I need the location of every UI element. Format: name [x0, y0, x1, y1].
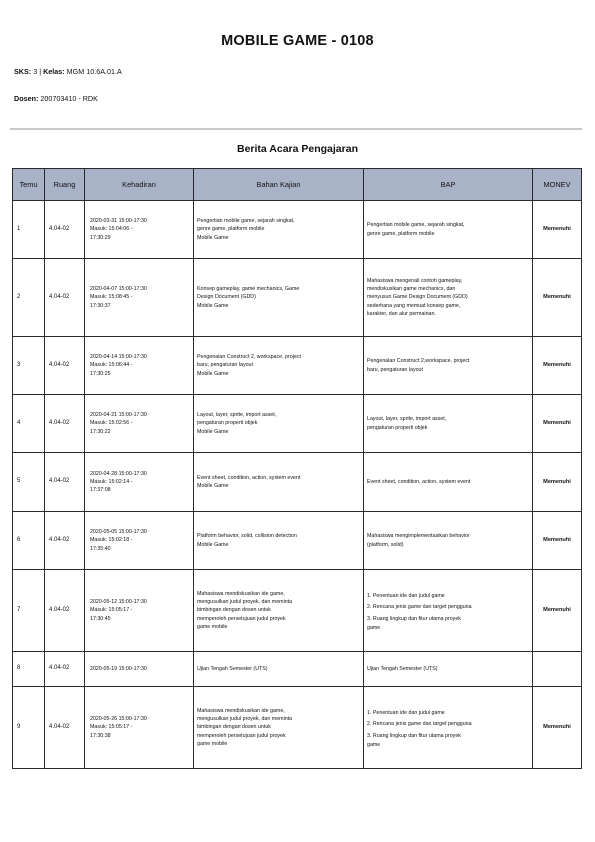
- table-row: [13, 201, 582, 259]
- bahan-kajian-cell: [194, 687, 364, 769]
- bahan-kajian-line: Event sheet, condition, action, system event: [197, 474, 301, 481]
- bahan-kajian-line: pengaturan properti objek: [197, 420, 258, 427]
- meta-separator: |: [39, 67, 42, 76]
- section-title: Berita Acara Pengajaran: [236, 143, 358, 155]
- bap-line: 1. Penentuan ide dan judul game: [367, 593, 445, 600]
- kehadiran-line: 2020-04-07 15:00-17:30: [90, 286, 147, 293]
- bap-line: game: [367, 624, 381, 631]
- table-row: [13, 395, 582, 453]
- kehadiran-cell: [85, 337, 194, 395]
- kehadiran-line: Masuk: 15:02:14 -: [90, 478, 133, 485]
- dosen-label: Dosen:: [14, 94, 39, 103]
- kehadiran-cell: [85, 201, 194, 259]
- monev-cell: Memenuhi: [533, 337, 582, 395]
- dosen-value: 200703410 - RDK: [40, 94, 98, 103]
- bahan-kajian-line: memperoleh persetujuan judul proyek: [197, 615, 286, 622]
- kehadiran-line: 2020-04-21 15:00-17:30: [90, 412, 147, 419]
- bap-line: mendiskusikan game mechanics, dan: [367, 286, 456, 293]
- kehadiran-line: 2020-04-14 15:00-17:30: [90, 354, 147, 361]
- bahan-kajian-line: Design Document (GDD): [197, 294, 256, 301]
- temu-cell: 3: [13, 337, 45, 395]
- monev-cell: Memenuhi: [533, 687, 582, 769]
- kehadiran-line: Masuk: 15:02:56 -: [90, 420, 133, 427]
- temu-cell: 5: [13, 453, 45, 512]
- bahan-kajian-line: Platform behavior, solid, collision detection: [197, 533, 297, 540]
- bahan-kajian-line: Mobile Game: [197, 428, 229, 435]
- bahan-kajian-cell: [194, 259, 364, 337]
- ruang-cell: 4.04-02: [45, 337, 85, 395]
- bap-cell: [364, 453, 533, 512]
- ruang-cell: 4.04-02: [45, 570, 85, 652]
- bap-line: (platform, solid): [367, 541, 404, 548]
- bahan-kajian-line: Layout, layer, sprite, import asset,: [197, 412, 277, 419]
- ruang-cell: 4.04-02: [45, 201, 85, 259]
- temu-cell: 9: [13, 687, 45, 769]
- monev-cell: Memenuhi: [533, 453, 582, 512]
- bap-line: sederhana yang memuat konsep game,: [367, 302, 461, 309]
- bap-line: Layout, layer, sprite, import asset,: [367, 416, 447, 423]
- kelas-label: Kelas:: [43, 67, 65, 76]
- bahan-kajian-line: baru, pengaturan layout: [197, 362, 253, 369]
- bap-cell: [364, 395, 533, 453]
- bap-line: 3. Ruang lingkup dan fitur utama proyek: [367, 615, 461, 622]
- kelas-value: MGM 10.6A.01.A: [66, 67, 122, 76]
- kehadiran-line: 17:30:29: [90, 234, 111, 241]
- column-header-bap: BAP: [364, 169, 533, 201]
- bahan-kajian-line: game mobile: [197, 623, 228, 630]
- bap-cell: [364, 652, 533, 687]
- bap-line: pengaturan properti objek: [367, 424, 428, 431]
- kehadiran-line: Masuk: 15:05:17 -: [90, 724, 133, 731]
- bahan-kajian-line: Mahasiswa mendiskusikan ide game,: [197, 707, 285, 714]
- monev-cell: Memenuhi: [533, 570, 582, 652]
- bahan-kajian-line: Pengertian mobile game, sejarah singkat,: [197, 218, 295, 225]
- bahan-kajian-line: Mobile Game: [197, 302, 229, 309]
- column-header-monev: MONEV: [533, 169, 582, 201]
- page-title: MOBILE GAME - 0108: [221, 33, 374, 49]
- kehadiran-line: 17:30:37: [90, 302, 111, 309]
- bahan-kajian-line: Mobile Game: [197, 234, 229, 241]
- bahan-kajian-cell: [194, 512, 364, 570]
- bap-line: Mahasiswa mengimplementasikan behavior: [367, 533, 470, 540]
- table-row: [13, 337, 582, 395]
- monev-cell: Memenuhi: [533, 395, 582, 453]
- bahan-kajian-line: Mahasiswa mendiskusikan ide game,: [197, 590, 285, 597]
- bahan-kajian-line: bimbingan dengan dosen untuk: [197, 607, 271, 614]
- bap-cell: [364, 512, 533, 570]
- kehadiran-line: Masuk: 15:04:06 -: [90, 226, 133, 233]
- temu-cell: 8: [13, 652, 45, 687]
- kehadiran-cell: [85, 512, 194, 570]
- bahan-kajian-line: Mobile Game: [197, 541, 229, 548]
- bap-line: Ujian Tengah Semester (UTS): [367, 665, 438, 672]
- kehadiran-line: 17:30:38: [90, 732, 111, 739]
- kehadiran-cell: [85, 687, 194, 769]
- bahan-kajian-line: Ujian Tengah Semester (UTS): [197, 665, 268, 672]
- ruang-cell: 4.04-02: [45, 512, 85, 570]
- bahan-kajian-line: genre game, platform mobile: [197, 226, 265, 233]
- bahan-kajian-line: Konsep gameplay, game mechanics, Game: [197, 286, 300, 293]
- temu-cell: 1: [13, 201, 45, 259]
- temu-cell: 2: [13, 259, 45, 337]
- temu-cell: 6: [13, 512, 45, 570]
- bahan-kajian-line: Mobile Game: [197, 370, 229, 377]
- bap-line: 1. Penentuan ide dan judul game: [367, 710, 445, 717]
- ruang-cell: 4.04-02: [45, 395, 85, 453]
- kehadiran-cell: [85, 259, 194, 337]
- table-body: [13, 201, 582, 769]
- bahan-kajian-cell: [194, 453, 364, 512]
- bap-line: baru, pengaturan layout: [367, 366, 423, 373]
- bap-line: menyusun Game Design Document (GDD): [367, 294, 468, 301]
- kehadiran-line: Masuk: 15:06:44 -: [90, 362, 133, 369]
- lecturer-meta: [14, 94, 98, 103]
- kehadiran-line: 17:30:22: [90, 428, 111, 435]
- kehadiran-line: Masuk: 15:08:45 -: [90, 294, 133, 301]
- bahan-kajian-line: game mobile: [197, 740, 228, 747]
- kehadiran-cell: [85, 453, 194, 512]
- kehadiran-line: 2020-03-31 15:00-17:30: [90, 218, 147, 225]
- sks-value: 3: [33, 67, 38, 76]
- sks-label: SKS:: [14, 67, 32, 76]
- bap-line: Mahasiswa mengenali contoh gameplay,: [367, 277, 463, 284]
- bap-cell: [364, 259, 533, 337]
- monev-cell: Memenuhi: [533, 512, 582, 570]
- course-meta: [14, 67, 122, 76]
- table-row: [13, 453, 582, 512]
- kehadiran-line: 2020-05-12 15:00-17:30: [90, 599, 147, 606]
- ruang-cell: 4.04-02: [45, 652, 85, 687]
- ruang-cell: 4.04-02: [45, 453, 85, 512]
- bahan-kajian-cell: [194, 652, 364, 687]
- bap-line: game: [367, 741, 381, 748]
- monev-cell: [533, 652, 582, 687]
- bahan-kajian-cell: [194, 570, 364, 652]
- kehadiran-line: 2020-05-19 15:00-17:30: [90, 665, 147, 672]
- kehadiran-line: 17:35:40: [90, 545, 111, 552]
- bap-cell: [364, 687, 533, 769]
- table-row: [13, 259, 582, 337]
- monev-cell: Memenuhi: [533, 201, 582, 259]
- bap-line: Pengertian mobile game, sejarah singkat,: [367, 222, 465, 229]
- bap-line: 3. Ruang lingkup dan fitur utama proyek: [367, 732, 461, 739]
- bahan-kajian-line: Pengenalan Construct 2, workspace, project: [197, 354, 301, 361]
- kehadiran-line: 2020-04-28 15:00-17:30: [90, 470, 147, 477]
- column-header-kehadiran: Kehadiran: [85, 169, 194, 201]
- bahan-kajian-line: mengusulkan judul proyek, dan meminta: [197, 599, 293, 606]
- bahan-kajian-cell: [194, 337, 364, 395]
- bahan-kajian-line: Mobile Game: [197, 483, 229, 489]
- temu-cell: 7: [13, 570, 45, 652]
- teaching-record-table: [12, 168, 582, 769]
- bap-line: 2. Rencana jenis game dan target pengguna: [367, 604, 472, 611]
- bap-line: Pengenalan Construct 2,workspace, project: [367, 358, 470, 365]
- bap-line: karakter, dan alur permainan.: [367, 310, 436, 317]
- bap-cell: [364, 337, 533, 395]
- ruang-cell: 4.04-02: [45, 687, 85, 769]
- bahan-kajian-cell: [194, 395, 364, 453]
- column-header-temu: Temu: [13, 169, 45, 201]
- kehadiran-line: 2020-05-26 15:00-17:30: [90, 716, 147, 723]
- bap-cell: [364, 201, 533, 259]
- bahan-kajian-line: mengusulkan judul proyek, dan meminta: [197, 716, 293, 723]
- kehadiran-line: Masuk: 15:05:17 -: [90, 607, 133, 614]
- table-row: [13, 570, 582, 652]
- bap-cell: [364, 570, 533, 652]
- temu-cell: 4: [13, 395, 45, 453]
- monev-cell: Memenuhi: [533, 259, 582, 337]
- kehadiran-line: 2020-05-05 15:00-17:30: [90, 529, 147, 536]
- bap-line: Event sheet, condition, action, system event: [367, 478, 471, 485]
- kehadiran-line: 17:37:08: [90, 487, 111, 494]
- bahan-kajian-cell: [194, 201, 364, 259]
- bap-line: 2. Rencana jenis game dan target pengguna: [367, 721, 472, 728]
- kehadiran-line: Masuk: 15:02:18 -: [90, 537, 133, 544]
- bap-line: genre game, platform mobile: [367, 230, 435, 237]
- bahan-kajian-line: bimbingan dengan dosen untuk: [197, 724, 271, 731]
- bahan-kajian-line: memperoleh persetujuan judul proyek: [197, 732, 286, 739]
- column-header-bahan-kajian: Bahan Kajian: [194, 169, 364, 201]
- table-row: [13, 652, 582, 687]
- ruang-cell: 4.04-02: [45, 259, 85, 337]
- kehadiran-line: 17:30:25: [90, 370, 111, 377]
- horizontal-divider: [10, 128, 582, 130]
- kehadiran-cell: [85, 652, 194, 687]
- column-header-ruang: Ruang: [45, 169, 85, 201]
- table-row: [13, 687, 582, 769]
- table-row: [13, 512, 582, 570]
- kehadiran-cell: [85, 395, 194, 453]
- kehadiran-cell: [85, 570, 194, 652]
- table-header-row: [13, 169, 582, 201]
- kehadiran-line: 17:30:45: [90, 615, 111, 622]
